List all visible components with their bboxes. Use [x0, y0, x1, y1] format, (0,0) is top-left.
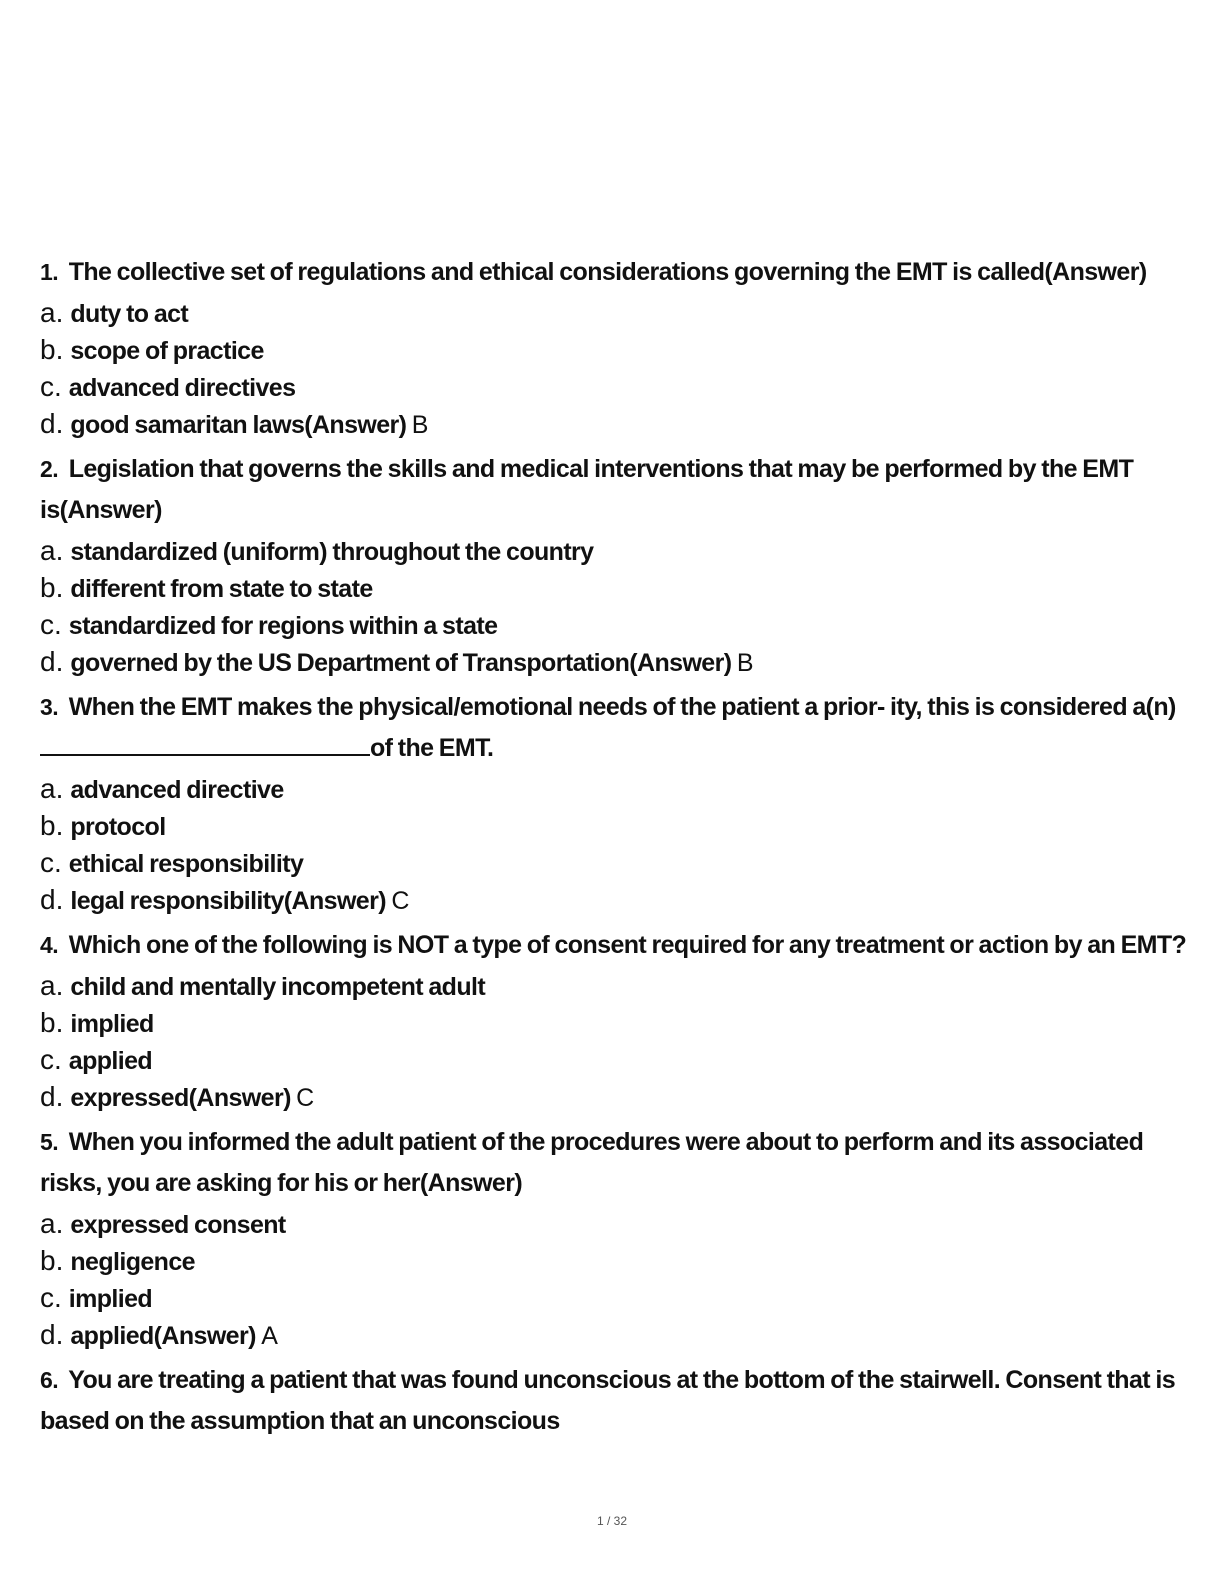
option-b	[40, 1005, 1190, 1042]
question-body: Legislation that governs the skills and medical interventions that may be performed by the EMT is(Answer)	[40, 455, 1134, 524]
question-number: 4.	[40, 932, 58, 958]
option-b	[40, 1243, 1190, 1280]
option-letter: d.	[40, 408, 64, 439]
answer-key: C	[296, 1084, 315, 1112]
question-4	[40, 925, 1190, 1122]
option-a	[40, 1206, 1190, 1243]
option-d	[40, 406, 1190, 443]
option-text: child and mentally incompetent adult	[70, 973, 486, 1001]
option-d	[40, 882, 1190, 919]
option-letter: a.	[40, 535, 64, 566]
page-indicator: 1 / 32	[596, 1514, 628, 1528]
option-text: protocol	[70, 813, 166, 841]
option-text: standardized for regions within a state	[68, 612, 498, 640]
option-letter: a.	[40, 297, 64, 328]
answer-key: B	[736, 649, 754, 677]
answer-key: B	[411, 411, 429, 439]
question-body: When you informed the adult patient of the procedures were about to perform and its associated risks, you are asking for his or her(Answer)	[40, 1128, 1144, 1197]
question-text	[40, 449, 1190, 531]
question-body: You are treating a patient that was found unconscious at the bottom of the stairwell. Consent that is based on the assumption that an unconscious	[40, 1366, 1175, 1435]
option-list	[40, 769, 1190, 925]
option-text: advanced directive	[70, 776, 284, 804]
answer-key: C	[391, 887, 410, 915]
option-letter: b.	[40, 572, 64, 603]
option-text: expressed(Answer)	[70, 1084, 291, 1112]
question-number: 6.	[40, 1367, 58, 1393]
option-letter: a.	[40, 773, 64, 804]
option-c	[40, 1280, 1190, 1317]
option-b	[40, 808, 1190, 845]
option-letter: b.	[40, 334, 64, 365]
option-letter: b.	[40, 1007, 64, 1038]
option-text: duty to act	[70, 300, 189, 328]
question-text	[40, 252, 1190, 293]
option-text: good samaritan laws(Answer)	[70, 411, 407, 439]
option-a	[40, 295, 1190, 332]
option-letter: c.	[40, 847, 62, 878]
question-text	[40, 687, 1190, 769]
option-letter: a.	[40, 1208, 64, 1239]
option-text: negligence	[70, 1248, 195, 1276]
option-letter: d.	[40, 1319, 64, 1350]
option-text: advanced directives	[68, 374, 296, 402]
option-text: legal responsibility(Answer)	[70, 887, 386, 915]
option-letter: b.	[40, 1245, 64, 1276]
option-list	[40, 966, 1190, 1122]
option-d	[40, 1317, 1190, 1354]
question-body-end: of the EMT.	[370, 734, 494, 762]
question-body: The collective set of regulations and ethical considerations governing the EMT is called(Answer)	[68, 258, 1147, 286]
option-letter: a.	[40, 970, 64, 1001]
option-list	[40, 293, 1190, 449]
question-2	[40, 449, 1190, 687]
option-text: governed by the US Department of Transportation(Answer)	[70, 649, 732, 677]
option-list	[40, 1204, 1190, 1360]
option-d	[40, 1079, 1190, 1116]
option-list	[40, 531, 1190, 687]
document-page	[40, 252, 1190, 1442]
option-letter: d.	[40, 646, 64, 677]
question-number: 5.	[40, 1129, 58, 1155]
option-c	[40, 1042, 1190, 1079]
question-text	[40, 1122, 1190, 1204]
option-text: applied	[68, 1047, 153, 1075]
option-text: ethical responsibility	[68, 850, 304, 878]
fill-in-blank	[40, 732, 370, 756]
option-c	[40, 845, 1190, 882]
option-a	[40, 771, 1190, 808]
question-1	[40, 252, 1190, 449]
question-5	[40, 1122, 1190, 1360]
option-letter: c.	[40, 1282, 62, 1313]
question-text	[40, 925, 1190, 966]
question-6	[40, 1360, 1190, 1442]
question-number: 1.	[40, 259, 58, 285]
option-text: different from state to state	[70, 575, 373, 603]
option-c	[40, 607, 1190, 644]
option-letter: b.	[40, 810, 64, 841]
question-number: 3.	[40, 694, 58, 720]
question-number: 2.	[40, 456, 58, 482]
option-text: implied	[68, 1285, 153, 1313]
option-text: expressed consent	[70, 1211, 286, 1239]
option-d	[40, 644, 1190, 681]
option-text: standardized (uniform) throughout the country	[70, 538, 594, 566]
question-3	[40, 687, 1190, 925]
option-b	[40, 570, 1190, 607]
option-b	[40, 332, 1190, 369]
option-letter: c.	[40, 609, 62, 640]
question-body: Which one of the following is NOT a type of consent required for any treatment or action by an EMT?	[68, 931, 1187, 959]
question-text	[40, 1360, 1190, 1442]
option-a	[40, 968, 1190, 1005]
option-letter: c.	[40, 1044, 62, 1075]
option-a	[40, 533, 1190, 570]
answer-key: A	[261, 1322, 278, 1350]
option-text: implied	[70, 1010, 154, 1038]
option-letter: c.	[40, 371, 62, 402]
question-body: When the EMT makes the physical/emotional needs of the patient a prior- ity, this is considered a(n)	[68, 693, 1176, 721]
option-letter: d.	[40, 1081, 64, 1112]
option-letter: d.	[40, 884, 64, 915]
option-text: applied(Answer)	[70, 1322, 256, 1350]
option-text: scope of practice	[70, 337, 264, 365]
option-c	[40, 369, 1190, 406]
